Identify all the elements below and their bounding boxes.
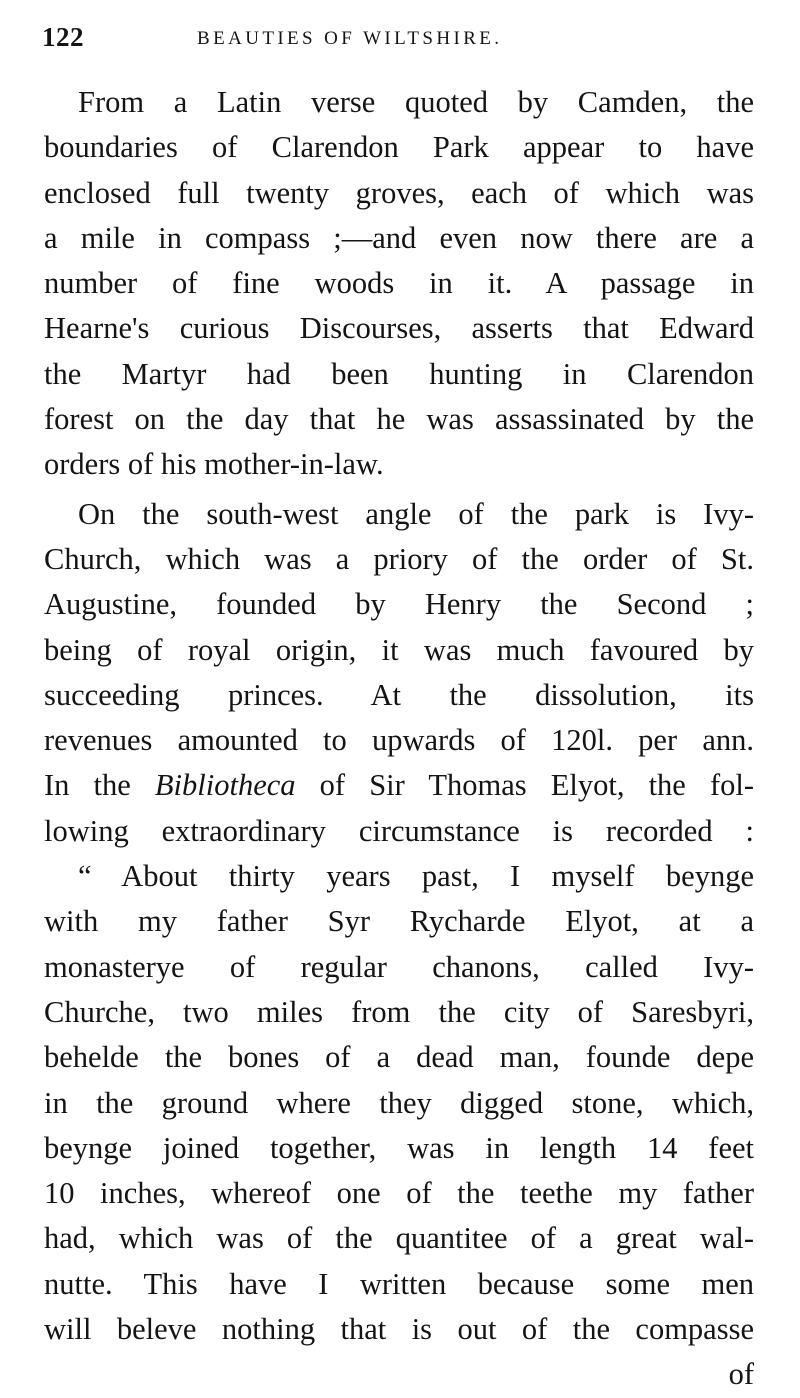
text-line: number of fine woods in it. A passage in — [44, 266, 754, 301]
text-line: nutte. This have I written because some men — [44, 1266, 754, 1301]
text-line: with my father Syr Rycharde Elyot, at a — [44, 904, 754, 939]
text-line: monasterye of regular chanons, called Ivy- — [44, 949, 754, 984]
page-header — [40, 22, 760, 62]
text-span: of Sir Thomas Elyot, the fol- — [295, 768, 754, 803]
text-line: a mile in compass ;—and even now there are a — [44, 220, 754, 255]
text-line-with-italic — [44, 763, 754, 808]
text-line: in the ground where they digged stone, which, — [44, 1085, 754, 1120]
text-line: orders of his mother-in-law. — [44, 447, 384, 482]
text-line: had, which was of the quantitee of a great wal- — [44, 1221, 754, 1256]
text-line: 10 inches, whereof one of the teethe my father — [44, 1176, 754, 1211]
page-number: 122 — [42, 22, 84, 52]
text-line: Churche, two miles from the city of Saresbyri, — [44, 994, 754, 1029]
text-line: behelde the bones of a dead man, founde depe — [44, 1040, 754, 1075]
text-line: succeeding princes. At the dissolution, its — [44, 677, 754, 712]
italic-title: Bibliotheca — [154, 768, 296, 803]
text-line: On the south-west angle of the park is Ivy- — [78, 496, 754, 531]
text-line: revenues amounted to upwards of 120l. per ann. — [44, 723, 754, 758]
text-line: Augustine, founded by Henry the Second ; — [44, 587, 754, 622]
text-line: forest on the day that he was assassinated by the — [44, 402, 754, 437]
text-line: being of royal origin, it was much favoured by — [44, 632, 754, 667]
text-line: the Martyr had been hunting in Clarendon — [44, 356, 754, 391]
running-title: BEAUTIES OF WILTSHIRE. — [197, 28, 503, 49]
text-line: From a Latin verse quoted by Camden, the — [78, 85, 754, 119]
text-line: Hearne's curious Discourses, asserts that Edward — [44, 311, 754, 346]
text-line: lowing extraordinary circumstance is recorded : — [44, 813, 754, 848]
text-line: Church, which was a priory of the order of St. — [44, 541, 754, 576]
text-line: boundaries of Clarendon Park appear to have — [44, 130, 754, 165]
text-line: beynge joined together, was in length 14 feet — [44, 1130, 754, 1165]
text-line: “ About thirty years past, I myself beynge — [78, 859, 754, 894]
text-line: enclosed full twenty groves, each of which was — [44, 175, 754, 210]
catchword: of — [728, 1357, 754, 1392]
body-text — [44, 80, 754, 1398]
text-span: In the — [44, 768, 155, 803]
text-line: will beleve nothing that is out of the compasse — [44, 1312, 754, 1347]
